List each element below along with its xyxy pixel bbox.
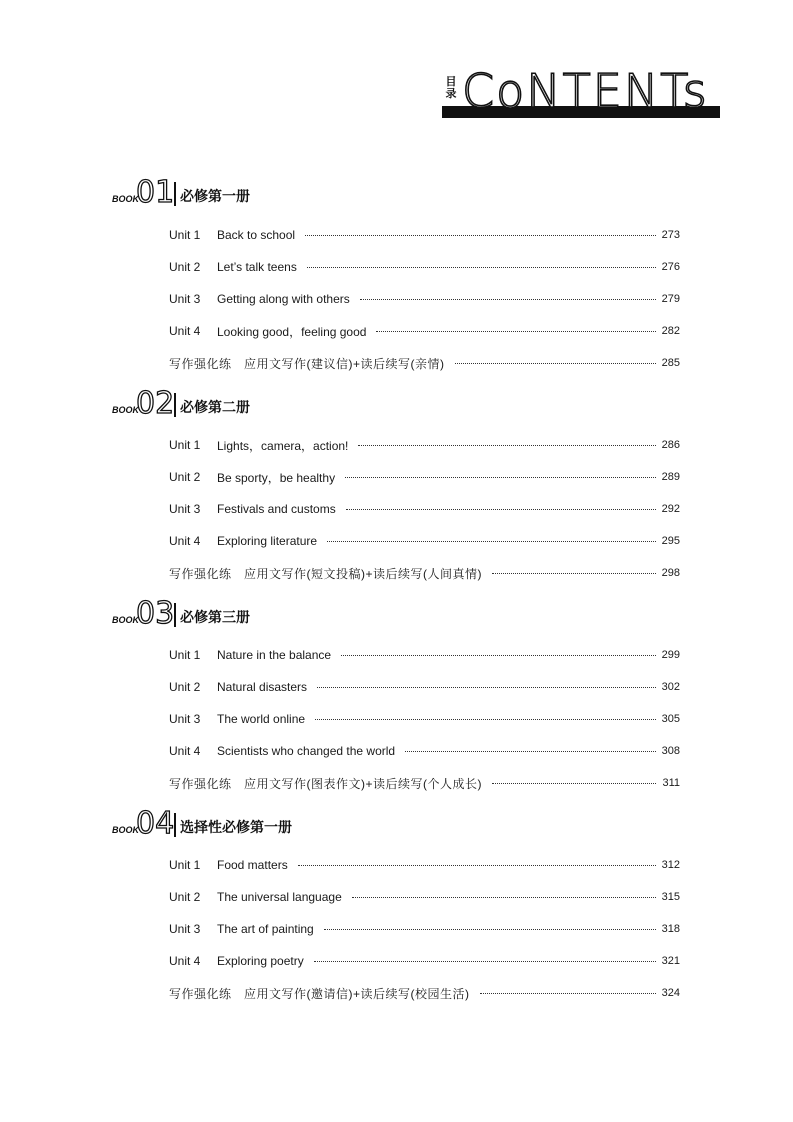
- book-number: 04: [136, 806, 175, 841]
- leader-dots: [492, 783, 656, 784]
- leader-dots: [317, 687, 656, 688]
- toc-writing-entry[interactable]: [169, 355, 680, 371]
- unit-label: Unit 4: [169, 744, 201, 758]
- page-number: 308: [661, 745, 680, 757]
- unit-label: Unit 1: [169, 648, 201, 662]
- leader-dots: [305, 235, 656, 236]
- toc-entry[interactable]: [169, 921, 680, 937]
- unit-label: Unit 2: [169, 260, 201, 274]
- page-number: 276: [661, 261, 680, 273]
- book-title: 必修第二册: [180, 399, 250, 415]
- unit-title: Nature in the balance: [217, 648, 332, 662]
- writing-title: 写作强化练 应用文写作(短文投稿)+读后续写(人间真情): [169, 566, 482, 581]
- book-title: 必修第一册: [180, 188, 250, 204]
- page-number: 279: [661, 293, 680, 305]
- book-number: 03: [136, 596, 175, 631]
- leader-dots: [405, 751, 656, 752]
- unit-title: Back to school: [217, 228, 296, 242]
- book-title: 必修第三册: [180, 609, 250, 625]
- unit-label: Unit 4: [169, 954, 201, 968]
- page-number: 273: [661, 229, 680, 241]
- unit-title: The world online: [217, 712, 306, 726]
- unit-label: Unit 3: [169, 502, 201, 516]
- book-separator: [174, 182, 176, 206]
- leader-dots: [314, 961, 656, 962]
- unit-title: Natural disasters: [217, 680, 308, 694]
- unit-label: Unit 1: [169, 228, 201, 242]
- leader-dots: [307, 267, 656, 268]
- toc-entry[interactable]: [169, 469, 680, 485]
- toc-writing-entry[interactable]: [169, 565, 680, 581]
- leader-dots: [341, 655, 656, 656]
- book-title: 选择性必修第一册: [180, 819, 292, 835]
- writing-title: 写作强化练 应用文写作(建议信)+读后续写(亲情): [169, 356, 445, 371]
- toc-entry[interactable]: [169, 647, 680, 663]
- leader-dots: [324, 929, 656, 930]
- contents-header: [442, 66, 720, 118]
- toc-entry[interactable]: [169, 743, 680, 759]
- leader-dots: [298, 865, 656, 866]
- unit-label: Unit 1: [169, 858, 201, 872]
- unit-title: The universal language: [217, 890, 342, 904]
- unit-label: Unit 2: [169, 680, 201, 694]
- page-number: 311: [662, 777, 680, 789]
- unit-title: Be sporty，be healthy: [217, 470, 336, 485]
- unit-label: Unit 4: [169, 534, 201, 548]
- page-number: 289: [661, 471, 680, 483]
- mulu-char-1: 目: [445, 76, 457, 88]
- mulu-char-2: 录: [445, 88, 457, 100]
- unit-label: Unit 4: [169, 324, 201, 338]
- toc-entry[interactable]: [169, 437, 680, 453]
- unit-title: Getting along with others: [217, 292, 350, 306]
- page-number: 302: [661, 681, 680, 693]
- leader-dots: [327, 541, 656, 542]
- book-tag: BOOK: [112, 194, 139, 204]
- unit-title: Looking good，feeling good: [217, 324, 367, 339]
- leader-dots: [360, 299, 656, 300]
- book-number: 01: [136, 175, 175, 210]
- book-tag: BOOK: [112, 615, 139, 625]
- unit-title: Scientists who changed the world: [217, 744, 396, 758]
- writing-title: 写作强化练 应用文写作(图表作文)+读后续写(个人成长): [169, 776, 482, 791]
- toc-entry[interactable]: [169, 291, 680, 307]
- page-number: 285: [661, 357, 680, 369]
- unit-label: Unit 2: [169, 470, 201, 484]
- book-separator: [174, 603, 176, 627]
- book-number: 02: [136, 386, 175, 421]
- unit-label: Unit 3: [169, 712, 201, 726]
- unit-label: Unit 3: [169, 922, 201, 936]
- book-tag: BOOK: [112, 825, 139, 835]
- leader-dots: [358, 445, 655, 446]
- toc-entry[interactable]: [169, 259, 680, 275]
- leader-dots: [346, 509, 656, 510]
- leader-dots: [345, 477, 656, 478]
- book-tag: BOOK: [112, 405, 139, 415]
- page-number: 318: [661, 923, 680, 935]
- book-separator: [174, 813, 176, 837]
- contents-title: CoNTENTs: [462, 64, 709, 118]
- unit-title: Let’s talk teens: [217, 260, 297, 274]
- toc-entry[interactable]: [169, 227, 680, 243]
- page-number: 312: [661, 859, 680, 871]
- leader-dots: [455, 363, 656, 364]
- writing-title: 写作强化练 应用文写作(邀请信)+读后续写(校园生活): [169, 986, 470, 1001]
- leader-dots: [352, 897, 656, 898]
- toc-entry[interactable]: [169, 323, 680, 339]
- mulu-label: [444, 76, 458, 100]
- leader-dots: [315, 719, 656, 720]
- page-number: 292: [661, 503, 680, 515]
- page-number: 286: [661, 439, 680, 451]
- toc-entry[interactable]: [169, 679, 680, 695]
- page-number: 282: [661, 325, 680, 337]
- toc-entry[interactable]: [169, 501, 680, 517]
- toc-writing-entry[interactable]: [169, 775, 680, 791]
- page-number: 305: [661, 713, 680, 725]
- unit-title: The art of painting: [217, 922, 314, 936]
- toc-entry[interactable]: [169, 953, 680, 969]
- toc-entry[interactable]: [169, 711, 680, 727]
- toc-entry[interactable]: [169, 889, 680, 905]
- unit-title: Lights，camera，action!: [217, 438, 349, 453]
- leader-dots: [480, 993, 656, 994]
- page-number: 321: [661, 955, 680, 967]
- unit-label: Unit 1: [169, 438, 201, 452]
- leader-dots: [376, 331, 655, 332]
- unit-title: Food matters: [217, 858, 288, 872]
- toc-entry[interactable]: [169, 857, 680, 873]
- leader-dots: [492, 573, 656, 574]
- unit-title: Festivals and customs: [217, 502, 336, 516]
- unit-title: Exploring poetry: [217, 954, 304, 968]
- book-separator: [174, 393, 176, 417]
- unit-label: Unit 3: [169, 292, 201, 306]
- page-number: 299: [661, 649, 680, 661]
- toc-writing-entry[interactable]: [169, 985, 680, 1001]
- unit-label: Unit 2: [169, 890, 201, 904]
- page-number: 315: [661, 891, 680, 903]
- unit-title: Exploring literature: [217, 534, 318, 548]
- page-number: 324: [661, 987, 680, 999]
- toc-entry[interactable]: [169, 533, 680, 549]
- page-number: 295: [661, 535, 680, 547]
- page-number: 298: [661, 567, 680, 579]
